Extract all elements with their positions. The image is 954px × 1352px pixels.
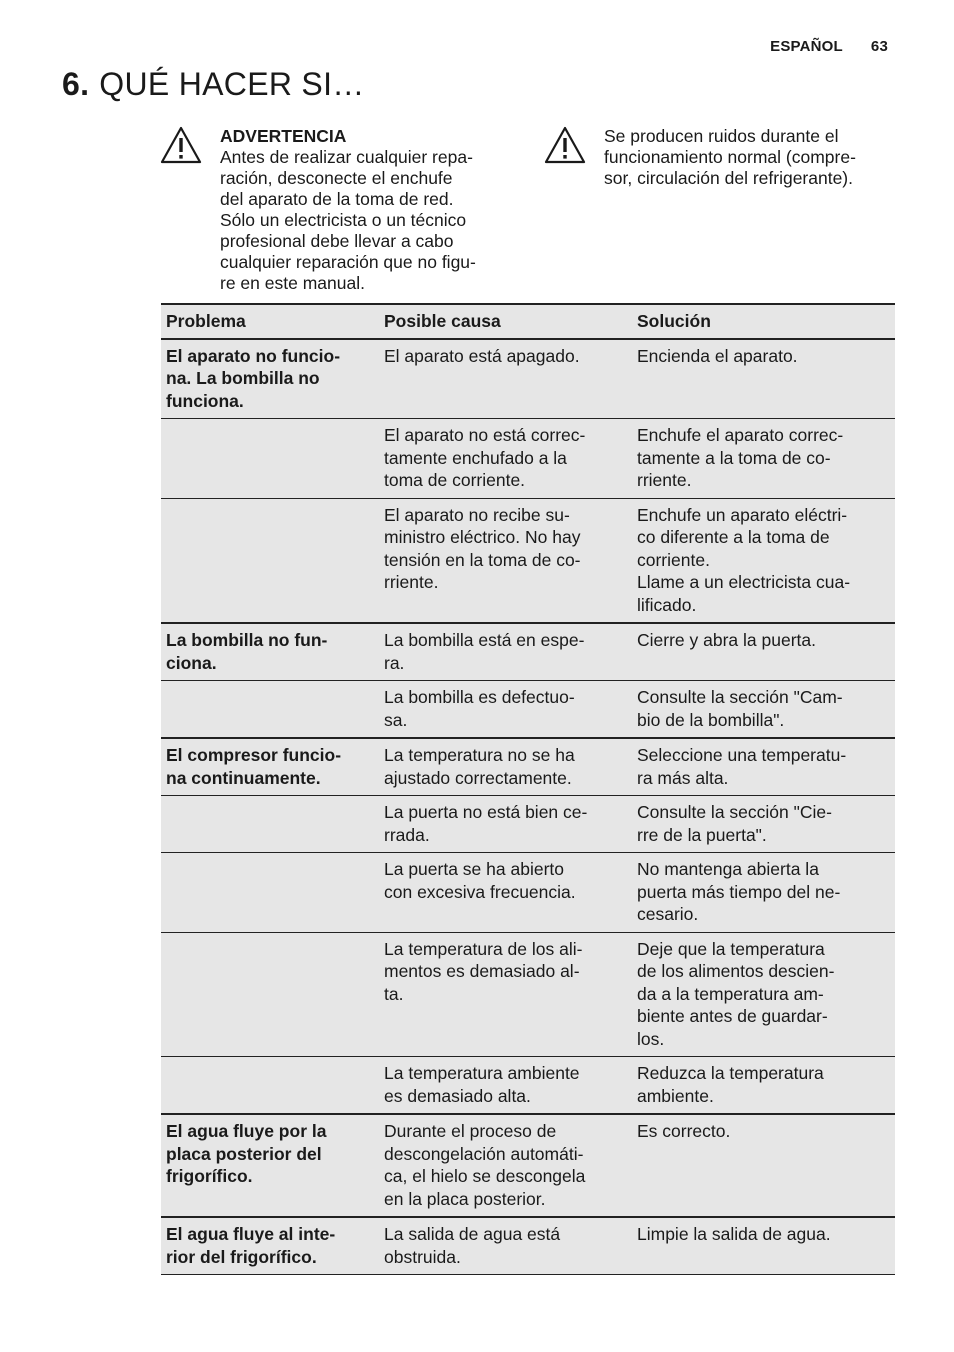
problem-cell <box>161 932 379 1057</box>
cause-cell: La salida de agua está obstruida. <box>384 1224 561 1267</box>
warning-text: Antes de realizar cualquier repa- ración, desconecte el enchufe del aparato de la toma de red. Sólo un electricista o un técnico profesional debe llevar a cabo cualquier reparación que no figu- re en este manual. <box>220 147 476 293</box>
table-row <box>161 796 895 853</box>
warning-triangle-icon <box>160 126 202 164</box>
solution-cell: Reduzca la temperatura ambiente. <box>637 1063 824 1106</box>
header-solution: Solución <box>637 311 711 331</box>
header-problem: Problema <box>166 311 246 331</box>
table-row <box>161 1114 895 1217</box>
section-number: 6. <box>62 66 90 102</box>
problem-cell <box>161 853 379 933</box>
table-row <box>161 623 895 681</box>
solution-cell: Consulte la sección "Cam- bio de la bombilla". <box>637 687 843 730</box>
cause-cell: La temperatura ambiente es demasiado alta. <box>384 1063 580 1106</box>
cause-cell: La bombilla está en espe- ra. <box>384 630 585 673</box>
cause-cell: El aparato está apagado. <box>384 345 580 366</box>
header-language: ESPAÑOL <box>770 38 843 55</box>
cause-cell: El aparato no recibe su- ministro eléctrico. No hay tensión en la toma de co- rriente. <box>384 504 581 592</box>
noise-notice <box>544 126 904 189</box>
solution-cell: Limpie la salida de agua. <box>637 1224 831 1244</box>
cause-cell: La temperatura de los ali- mentos es demasiado al- ta. <box>384 938 583 1004</box>
problem-cell <box>161 1057 379 1115</box>
table-row <box>161 932 895 1057</box>
warning-triangle-icon <box>544 126 586 164</box>
problem-cell: El compresor funcio- na continuamente. <box>166 745 342 788</box>
problem-cell <box>161 419 379 499</box>
header-cause: Posible causa <box>384 311 501 331</box>
table-row <box>161 1057 895 1115</box>
problem-cell: El agua fluye al inte- rior del frigorífico. <box>166 1224 336 1267</box>
problem-cell: La bombilla no fun- ciona. <box>166 630 328 673</box>
solution-cell: Consulte la sección "Cie- rre de la puerta". <box>637 802 832 845</box>
section-title-text: QUÉ HACER SI… <box>99 66 365 102</box>
page-header <box>770 38 888 55</box>
solution-cell: Deje que la temperatura de los alimentos descien- da a la temperatura am- biente antes de guardar- los. <box>637 938 835 1049</box>
warning-heading: ADVERTENCIA <box>220 126 347 146</box>
cause-cell: La puerta no está bien ce- rrada. <box>384 802 588 845</box>
table-row <box>161 1217 895 1275</box>
solution-cell: Encienda el aparato. <box>637 345 798 366</box>
table-row <box>161 681 895 739</box>
page-number: 63 <box>870 38 888 55</box>
section-title <box>62 66 365 103</box>
problem-cell <box>161 681 379 739</box>
cause-cell: Durante el proceso de descongelación automáti- ca, el hielo se descongela en la placa posterior. <box>384 1121 586 1209</box>
table-row <box>161 738 895 796</box>
table-row <box>161 339 895 419</box>
cause-cell: La puerta se ha abierto con excesiva frecuencia. <box>384 859 576 902</box>
table-header-row <box>161 304 895 339</box>
solution-cell: Es correcto. <box>637 1121 731 1141</box>
problem-cell: El aparato no funcio- na. La bombilla no funciona. <box>166 345 341 411</box>
problem-cell <box>161 498 379 623</box>
solution-cell: No mantenga abierta la puerta más tiempo del ne- cesario. <box>637 859 841 924</box>
warning-notice <box>160 126 520 294</box>
solution-cell: Enchufe un aparato eléctri- co diferente a la toma de corriente. Llame a un electricista cua- lificado. <box>637 504 851 615</box>
cause-cell: El aparato no está correc- tamente enchufado a la toma de corriente. <box>384 425 586 490</box>
cause-cell: La temperatura no se ha ajustado correctamente. <box>384 745 575 788</box>
solution-cell: Enchufe el aparato correc- tamente a la toma de co- rriente. <box>637 425 844 490</box>
table-row <box>161 853 895 933</box>
troubleshooting-table <box>161 303 895 1275</box>
table-row <box>161 419 895 499</box>
problem-cell: El agua fluye por la placa posterior del frigorífico. <box>166 1121 327 1186</box>
problem-cell <box>161 796 379 853</box>
table-row <box>161 498 895 623</box>
cause-cell: La bombilla es defectuo- sa. <box>384 687 575 730</box>
solution-cell: Seleccione una temperatu- ra más alta. <box>637 745 847 788</box>
noise-text: Se producen ruidos durante el funcionamiento normal (compre- sor, circulación del refrigerante). <box>604 126 856 188</box>
solution-cell: Cierre y abra la puerta. <box>637 630 816 650</box>
